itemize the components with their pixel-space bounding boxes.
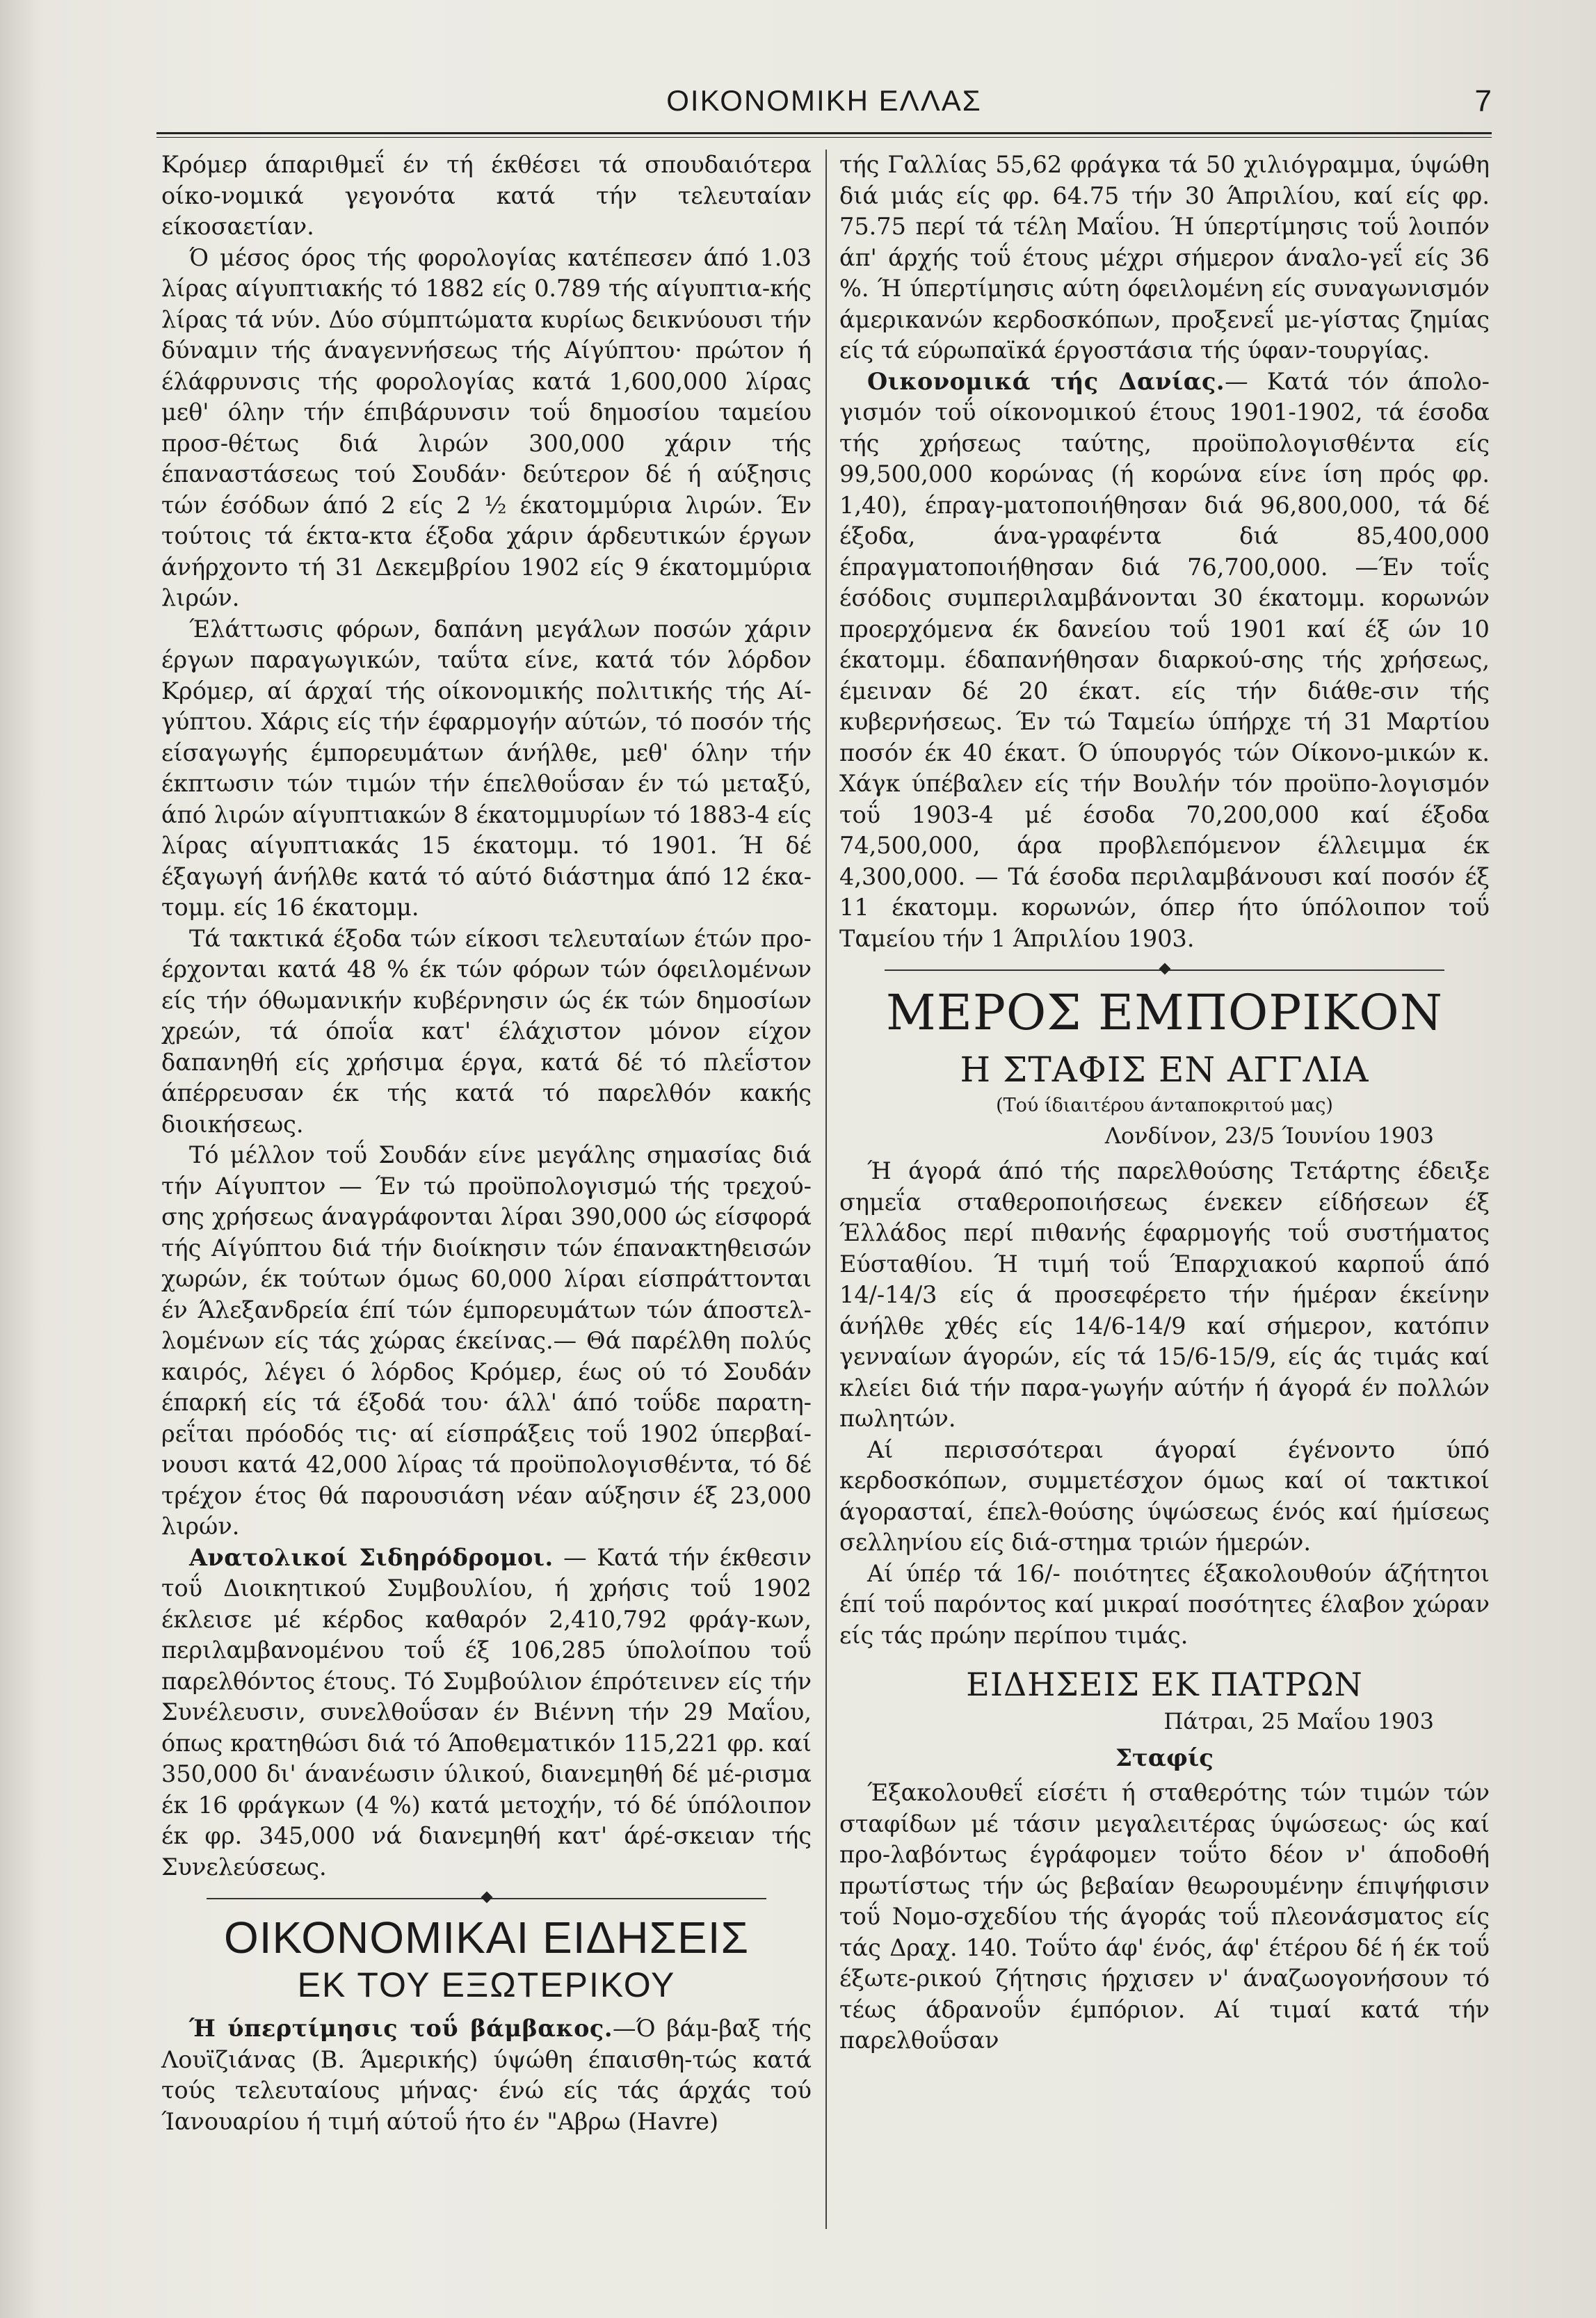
page-number: 7 bbox=[1474, 84, 1492, 118]
article-paragraph bbox=[161, 1543, 812, 1883]
diamond-ornament-icon bbox=[1159, 963, 1170, 975]
page-header bbox=[156, 80, 1492, 136]
article-paragraph: Αί ύπέρ τά 16/- ποιότητες έξακολουθούν άζήτητοι έπί τοΰ παρόντος καί μικραί ποσότητες έλαβον χώραν είς τάς πρώην περίπου τιμάς. bbox=[839, 1559, 1490, 1649]
article-paragraph: Τό μέλλον τοΰ Σουδάν είνε μεγάλης σημασίας διά τήν Αίγυπτον — Έν τώ προϋπολογισμώ τής τρεχού-σης χρήσεως άναγράφονται λίραι 390,000 ώς είσφορά τής Αίγύπτου διά τήν διοίκησιν τών έπανακτηθεισών χωρών, έκ τούτων όμως 60,000 λίραι είσπράττονται έν Άλεξανδρεία έπί τών έμπορευμάτων τών άποστελ-λομένων είς τάς χώρας έκείνας.— Θά παρέλθη πολύς καιρός, λέγει ό λόρδος Κρόμερ, έως ού τό Σουδάν έπαρκή είς τά έξοδά του· άλλ' άπό τοΰδε παρατη-ρεΐται πρόοδός τις· αί είσπράξεις τοΰ 1902 ύπερβαί-νουσι κατά 42,000 λίρας τά προϋπολογισθέντα, τό δέ τρέχον έτος θά παρουσιάση νέαν αύξησιν έξ 23,000 λιρών. bbox=[161, 1141, 812, 1540]
dateline: Πάτραι, 25 Μαΐου 1903 bbox=[1163, 1708, 1434, 1735]
article-lead: Οικονομικά τής Δανίας. bbox=[867, 367, 1225, 395]
article-text: — Κατά τόν άπολο-γισμόν τοΰ οίκονομικού έτους 1901-1902, τά έσοδα τής χρήσεως ταύτης, προϋπολογισθέντα είς 99,500,000 κορώνας (ή κορώνα είνε ίση πρός φρ. 1,40), έπραγ-ματοποιήθησαν διά 96,800,000, τά δέ έξοδα, άνα-γραφέντα διά 85,400,000 έπραγματοποιήθησαν διά 76,700,000. —Έν τοΐς έσόδοις συμπεριλαμβάνονται 30 έκατομμ. κορωνών προερχόμενα έκ δανείου τοΰ 1901 καί έξ ών 10 έκατομμ. έδαπανήθησαν διαρκού-σης τής χρήσεως, έμειναν δέ 20 έκατ. είς τήν διάθε-σιν τής κυβερνήσεως. Έν τώ Ταμείω ύπήρχε τή 31 Μαρτίου ποσόν έκ 40 έκατ. Ό ύπουργός τών Οίκονο-μικών κ. Χάγκ ύπέβαλεν είς τήν Βουλήν τόν προϋπο-λογισμόν τοΰ 1903-4 μέ έσοδα 70,200,000 καί έξοδα 74,500,000, άρα προβλεπόμενον έλλειμμα έκ 4,300,000. — Τά έσοδα περιλαμβάνουσι καί ποσόν έξ 11 έκατομμ. κορωνών, όπερ ήτο ύπόλοιπον τοΰ Ταμείου τήν 1 Άπριλίου 1903. bbox=[839, 367, 1490, 952]
header-rule bbox=[156, 132, 1492, 138]
dateline: Λονδίνον, 23/5 Ίουνίου 1903 bbox=[1104, 1122, 1434, 1149]
section-divider bbox=[207, 1898, 766, 1899]
article-paragraph: Αί περισσότεραι άγοραί έγένοντο ύπό κερδοσκόπων, συμμετέσχον όμως καί οί τακτικοί άγορασταί, έπελ-θούσης ύψώσεως ένός καί ήμίσεως σελληνίου είς διά-στημα τριών ήμερών. bbox=[839, 1435, 1490, 1556]
article-paragraph: Ό μέσος όρος τής φορολογίας κατέπεσεν άπό 1.03 λίρας αίγυπτιακής τό 1882 είς 0.789 τής αίγυπτια-κής λίρας τά νύν. Δύο σύμπτώματα κυρίως δεικνύουσι τήν δύναμιν τής άναγεννήσεως τής Αίγύπτου· πρώτον ή έλάφρυνσις τής φορολογίας κατά 1,600,000 λίρας μεθ' όλην τήν έπιβάρυνσιν τοΰ δημοσίου ταμείου προσ-θέτως διά λιρών 300,000 χάριν τής έπαναστάσεως τού Σουδάν· δεύτερον δέ ή αύξησις τών έσόδων άπό 2 είς 2 ½ έκατομμύρια λιρών. Έν τούτοις τά έκτα-κτα έξοδα χάριν άρδευτικών έργων άνήρχοντο τή 31 Δεκεμβρίου 1902 είς 9 έκατομμύρια λιρών. bbox=[161, 243, 812, 611]
article-lead: Ανατολικοί Σιδηρόδρομοι. bbox=[189, 1543, 554, 1571]
subheading: Σταφίς bbox=[1115, 1744, 1214, 1772]
section-title: ΕΙΔΗΣΕΙΣ ΕΚ ΠΑΤΡΩΝ bbox=[966, 1666, 1363, 1703]
section-title: ΟΙΚΟΝΟΜΙΚΑΙ ΕΙΔΗΣΕΙΣ bbox=[223, 1913, 750, 1963]
publication-title: ΟΙΚΟΝΟΜΙΚΗ ΕΛΛΑΣ bbox=[666, 84, 982, 117]
article-paragraph: τής Γαλλίας 55,62 φράγκα τά 50 χιλιόγραμμα, ύψώθη διά μιάς είς φρ. 64.75 τήν 30 Άπριλίου, καί είς φρ. 75.75 περί τά τέλη Μαΐου. Ή ύπερτίμησις τοΰ λοιπόν άπ' άρχής τοΰ έτους μέχρι σήμερον άναλο-γεΐ είς 36 %. Ή ύπερτίμησις αύτη όφειλομένη είς συναγωνισμόν άμερικανών κερδοσκόπων, προξενεΐ με-γίστας ζημίας είς τά εύρωπαϊκά έργοστάσια τής ύφαν-τουργίας. bbox=[839, 151, 1490, 364]
left-column bbox=[161, 150, 812, 2137]
article-paragraph: Κρόμερ άπαριθμεΐ έν τή έκθέσει τά σπουδαιότερα οίκο-νομικά γεγονότα κατά τήν τελευταίαν είκοσαετίαν. bbox=[161, 151, 812, 240]
article-paragraph bbox=[161, 2013, 812, 2137]
article-paragraph: Έλάττωσις φόρων, δαπάνη μεγάλων ποσών χάριν έργων παραγωγικών, ταΰτα είνε, κατά τόν λόρδον Κρόμερ, αί άρχαί τής οίκονομικής πολιτικής τής Αί-γύπτου. Χάρις είς τήν έφαρμογήν αύτών, τό ποσόν τής είσαγωγής έμπορευμάτων άνήλθε, μεθ' όλην τήν έκπτωσιν τών τιμών τήν έπελθοΰσαν έν τώ μεταξύ, άπό λιρών αίγυπτιακών 8 έκατομμυρίων τό 1883-4 είς λίρας αίγυπτιακάς 15 έκατομμ. τό 1901. Ή δέ έξαγωγή άνήλθε κατά τό αύτό διάστημα άπό 12 έκα-τομμ. είς 16 έκατομμ. bbox=[161, 615, 812, 921]
diamond-ornament-icon bbox=[481, 1892, 492, 1904]
column-rule bbox=[825, 150, 827, 2229]
correspondent-note: (Τού ίδιαιτέρου άνταποκριτού μας) bbox=[996, 1095, 1333, 1116]
article-text: —Ό βάμ-βαξ τής Λουϊζιάνας (Β. Άμερικής) ύψώθη έπαισθη-τώς κατά τούς τελευταίους μήνας· ένώ είς τάς άρχάς τού Ίανουαρίου ή τιμή αύτοΰ ήτο έν "Αβρω (Havre) bbox=[161, 2015, 812, 2135]
article-text: — Κατά τήν έκθεσιν τοΰ Διοικητικού Συμβουλίου, ή χρήσις τοΰ 1902 έκλεισε μέ κέρδος καθαρόν 2,410,792 φράγ-κων, περιλαμβανομένου τοΰ έξ 106,285 ύπολοίπου τοΰ παρελθόντος έτους. Τό Συμβούλιον έπρότεινεν είς τήν Συνέλευσιν, συνελθοΰσαν έν Βιέννη τήν 29 Μαΐου, όπως κρατηθώσι διά τό Άποθεματικόν 115,221 φρ. καί 350,000 δι' άνανέωσιν ύλικού, διανεμηθή δέ μέ-ρισμα έκ 16 φράγκων (4 %) κατά μετοχήν, τό δέ ύπόλοιπον έκ φρ. 345,000 νά διανεμηθή κατ' άρέ-σκειαν τής Συνελεύσεως. bbox=[161, 1543, 812, 1881]
article-paragraph: Έξακολουθεΐ είσέτι ή σταθερότης τών τιμών τών σταφίδων μέ τάσιν μεγαλειτέρας ύψώσεως· ώς καί προ-λαβόντως έγράφομεν τοΰτο δέον ν' άποδοθή πρωτίστως τήν ώς βεβαίαν θεωρουμένην έπιψήφισιν τοΰ Νομο-σχεδίου τής άγοράς τοΰ πλεονάσματος είς τάς Δραχ. 140. Τοΰτο άφ' ένός, άφ' έτέρου δέ ή έκ τοΰ έξωτε-ρικού ζήτησις ήρχισεν ν' άναζωογονήσουν τό τέως άδρανοΰν έμπόριον. Αί τιμαί κατά τήν παρελθοΰσαν bbox=[839, 1779, 1490, 2054]
right-column bbox=[839, 150, 1490, 2057]
section-subtitle: Η ΣΤΑΦΙΣ ΕΝ ΑΓΓΛΙΑ bbox=[960, 1049, 1369, 1090]
article-paragraph: Τά τακτικά έξοδα τών είκοσι τελευταίων έτών προ-έρχονται κατά 48 % έκ τών φόρων τών όφειλομένων είς τήν όθωμανικήν κυβέρνησιν ώς έκ τών δημοσίων χρεών, τά όποΐα κατ' έλάχιστον μόνον είχον δαπανηθή είς χρήσιμα έργα, κατά δέ τό πλεΐστον άπέρρευσαν έκ τής κατά τό παρελθόν κακής διοικήσεως. bbox=[161, 924, 812, 1138]
section-divider bbox=[885, 969, 1444, 971]
article-paragraph: Ή άγορά άπό τής παρελθούσης Τετάρτης έδειξε σημεΐα σταθεροποιήσεως ένεκεν είδήσεων έξ Έλλάδος περί πιθανής έφαρμογής τοΰ συστήματος Εύσταθίου. Ή τιμή τοΰ Έπαρχιακού καρποΰ άπό 14/-14/3 είς ά προσεφέρετο τήν ήμέραν έκείνην άνήλθε χθές είς 14/6-14/9 καί σήμερον, κατόπιν γενναίων άγορών, είς τά 15/6-15/9, είς άς τιμάς καί κλείει διά τήν παρα-γωγήν αύτήν ή άγορά έν πολλών πωλητών. bbox=[839, 1157, 1490, 1432]
article-paragraph bbox=[839, 367, 1490, 955]
article-lead: Ή ύπερτίμησις τοΰ βάμβακος. bbox=[189, 2015, 613, 2042]
section-title: ΜΕΡΟΣ ΕΜΠΟΡΙΚΟΝ bbox=[886, 984, 1443, 1041]
section-subtitle: ΕΚ ΤΟΥ ΕΞΩΤΕΡΙΚΟΥ bbox=[297, 1965, 676, 2004]
